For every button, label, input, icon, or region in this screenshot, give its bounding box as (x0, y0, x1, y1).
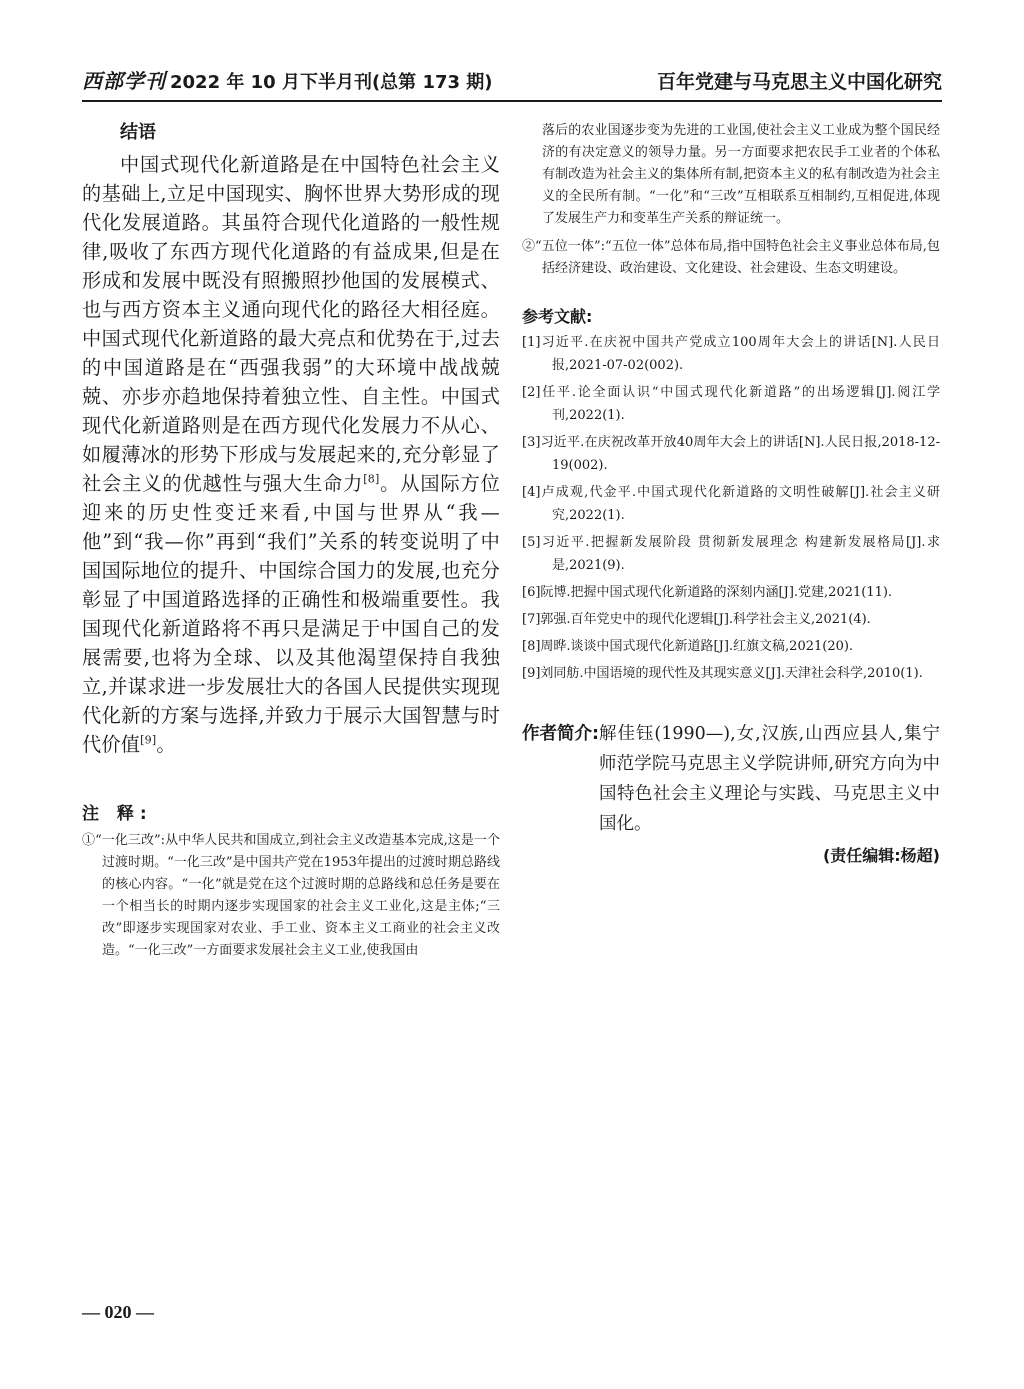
references-title: 参考文献: (522, 307, 593, 326)
left-column (82, 118, 500, 962)
conclusion-text-b: 。从国际方位迎来的历史性变迁来看,中国与世界从“我—他”到“我—你”再到“我们”关系的转变说明了中国国际地位的提升、中国综合国力的发展,也充分彰显了中国道路选择的正确性和极端重要性。我国现代化新道路将不再只是满足于中国自己的发展需要,也将为全球、以及其他渴望保持自我独立,并谋求进一步发展壮大的各国人民提供实现现代化新的方案与选择,并致力于展示大国智慧与时代价值 (82, 472, 500, 756)
author-label: 作者简介: (522, 724, 599, 744)
reference-item: [7]郭强.百年党史中的现代化逻辑[J].科学社会主义,2021(4). (522, 612, 871, 627)
note-1-continued: 落后的农业国逐步变为先进的工业国,使社会主义工业成为整个国民经济的有决定意义的领导力量。另一方面要求把农民手工业者的个体私有制改造为社会主义的集体所有制,把资本主义的私有制改造为社会主义的全民所有制。“一化”和“三改”互相联系互相制约,互相促进,体现了发展生产力和变革生产关系的辩证统一。 (542, 123, 940, 226)
reference-item: [4]卢成观,代金平.中国式现代化新道路的文明性破解[J].社会主义研究,2022(1). (522, 485, 940, 523)
reference-item: [1]习近平.在庆祝中国共产党成立100周年大会上的讲话[N].人民日报,2021-07-02(002). (522, 335, 940, 373)
author-text: 解佳钰(1990—),女,汉族,山西应县人,集宁师范学院马克思主义学院讲师,研究方向为中国特色社会主义理论与实践、马克思主义中国化。 (599, 724, 940, 834)
reference-item: [6]阮博.把握中国式现代化新道路的深刻内涵[J].党建,2021(11). (522, 585, 893, 600)
conclusion-paragraph (82, 150, 500, 759)
conclusion-text-c: 。 (156, 733, 176, 756)
journal-logo: 西部学刊 (82, 69, 166, 93)
note-1: ①“一化三改”:从中华人民共和国成立,到社会主义改造基本完成,这是一个过渡时期。“一化三改”是中国共产党在1953年提出的过渡时期总路线的核心内容。“一化”就是党在这个过渡时期的总路线和总任务是要在一个相当长的时期内逐步实现国家的社会主义工业化,这是主体;“三改”即逐步实现国家对农业、手工业、资本主义工商业的社会主义改造。“一化三改”一方面要求发展社会主义工业,使我国由 (82, 833, 500, 958)
responsible-editor: (责任编辑:杨超) (822, 846, 940, 865)
notes-title: 注 释: (82, 804, 153, 824)
reference-item: [3]习近平.在庆祝改革开放40周年大会上的讲话[N].人民日报,2018-12-19(002). (522, 435, 940, 473)
issue-info: 2022 年 10 月下半月刊(总第 173 期) (170, 72, 493, 93)
reference-item: [2]任平.论全面认识“中国式现代化新道路”的出场逻辑[J].阅江学刊,2022(1). (522, 385, 940, 423)
reference-item: [8]周晔.谈谈中国式现代化新道路[J].红旗文稿,2021(20). (522, 639, 854, 654)
conclusion-title: 结语 (120, 122, 156, 143)
note-2: ②“五位一体”:“五位一体”总体布局,指中国特色社会主义事业总体布局,包括经济建设、政治建设、文化建设、社会建设、生态文明建设。 (522, 239, 940, 276)
author-bio (522, 719, 940, 839)
reference-item: [9]刘同舫.中国语境的现代性及其现实意义[J].天津社会科学,2010(1). (522, 666, 923, 681)
citation-9: [9] (140, 733, 157, 747)
page-number: — 020 — (82, 1302, 154, 1322)
header-left (82, 65, 493, 94)
right-column (522, 118, 940, 866)
column-title: 百年党建与马克思主义中国化研究 (656, 71, 942, 93)
page-header (82, 66, 942, 102)
citation-8: [8] (363, 472, 380, 486)
conclusion-text-a: 中国式现代化新道路是在中国特色社会主义的基础上,立足中国现实、胸怀世界大势形成的现代化发展道路。其虽符合现代化道路的一般性规律,吸收了东西方现代化道路的有益成果,但是在形成和发展中既没有照搬照抄他国的发展模式、也与西方资本主义通向现代化的路径大相径庭。中国式现代化新道路的最大亮点和优势在于,过去的中国道路是在“西强我弱”的大环境中战战兢兢、亦步亦趋地保持着独立性、自主性。中国式现代化新道路则是在西方现代化发展力不从心、如履薄冰的形势下形成与发展起来的,充分彰显了社会主义的优越性与强大生命力 (82, 153, 500, 495)
reference-item: [5]习近平.把握新发展阶段 贯彻新发展理念 构建新发展格局[J].求是,2021(9). (522, 535, 940, 573)
